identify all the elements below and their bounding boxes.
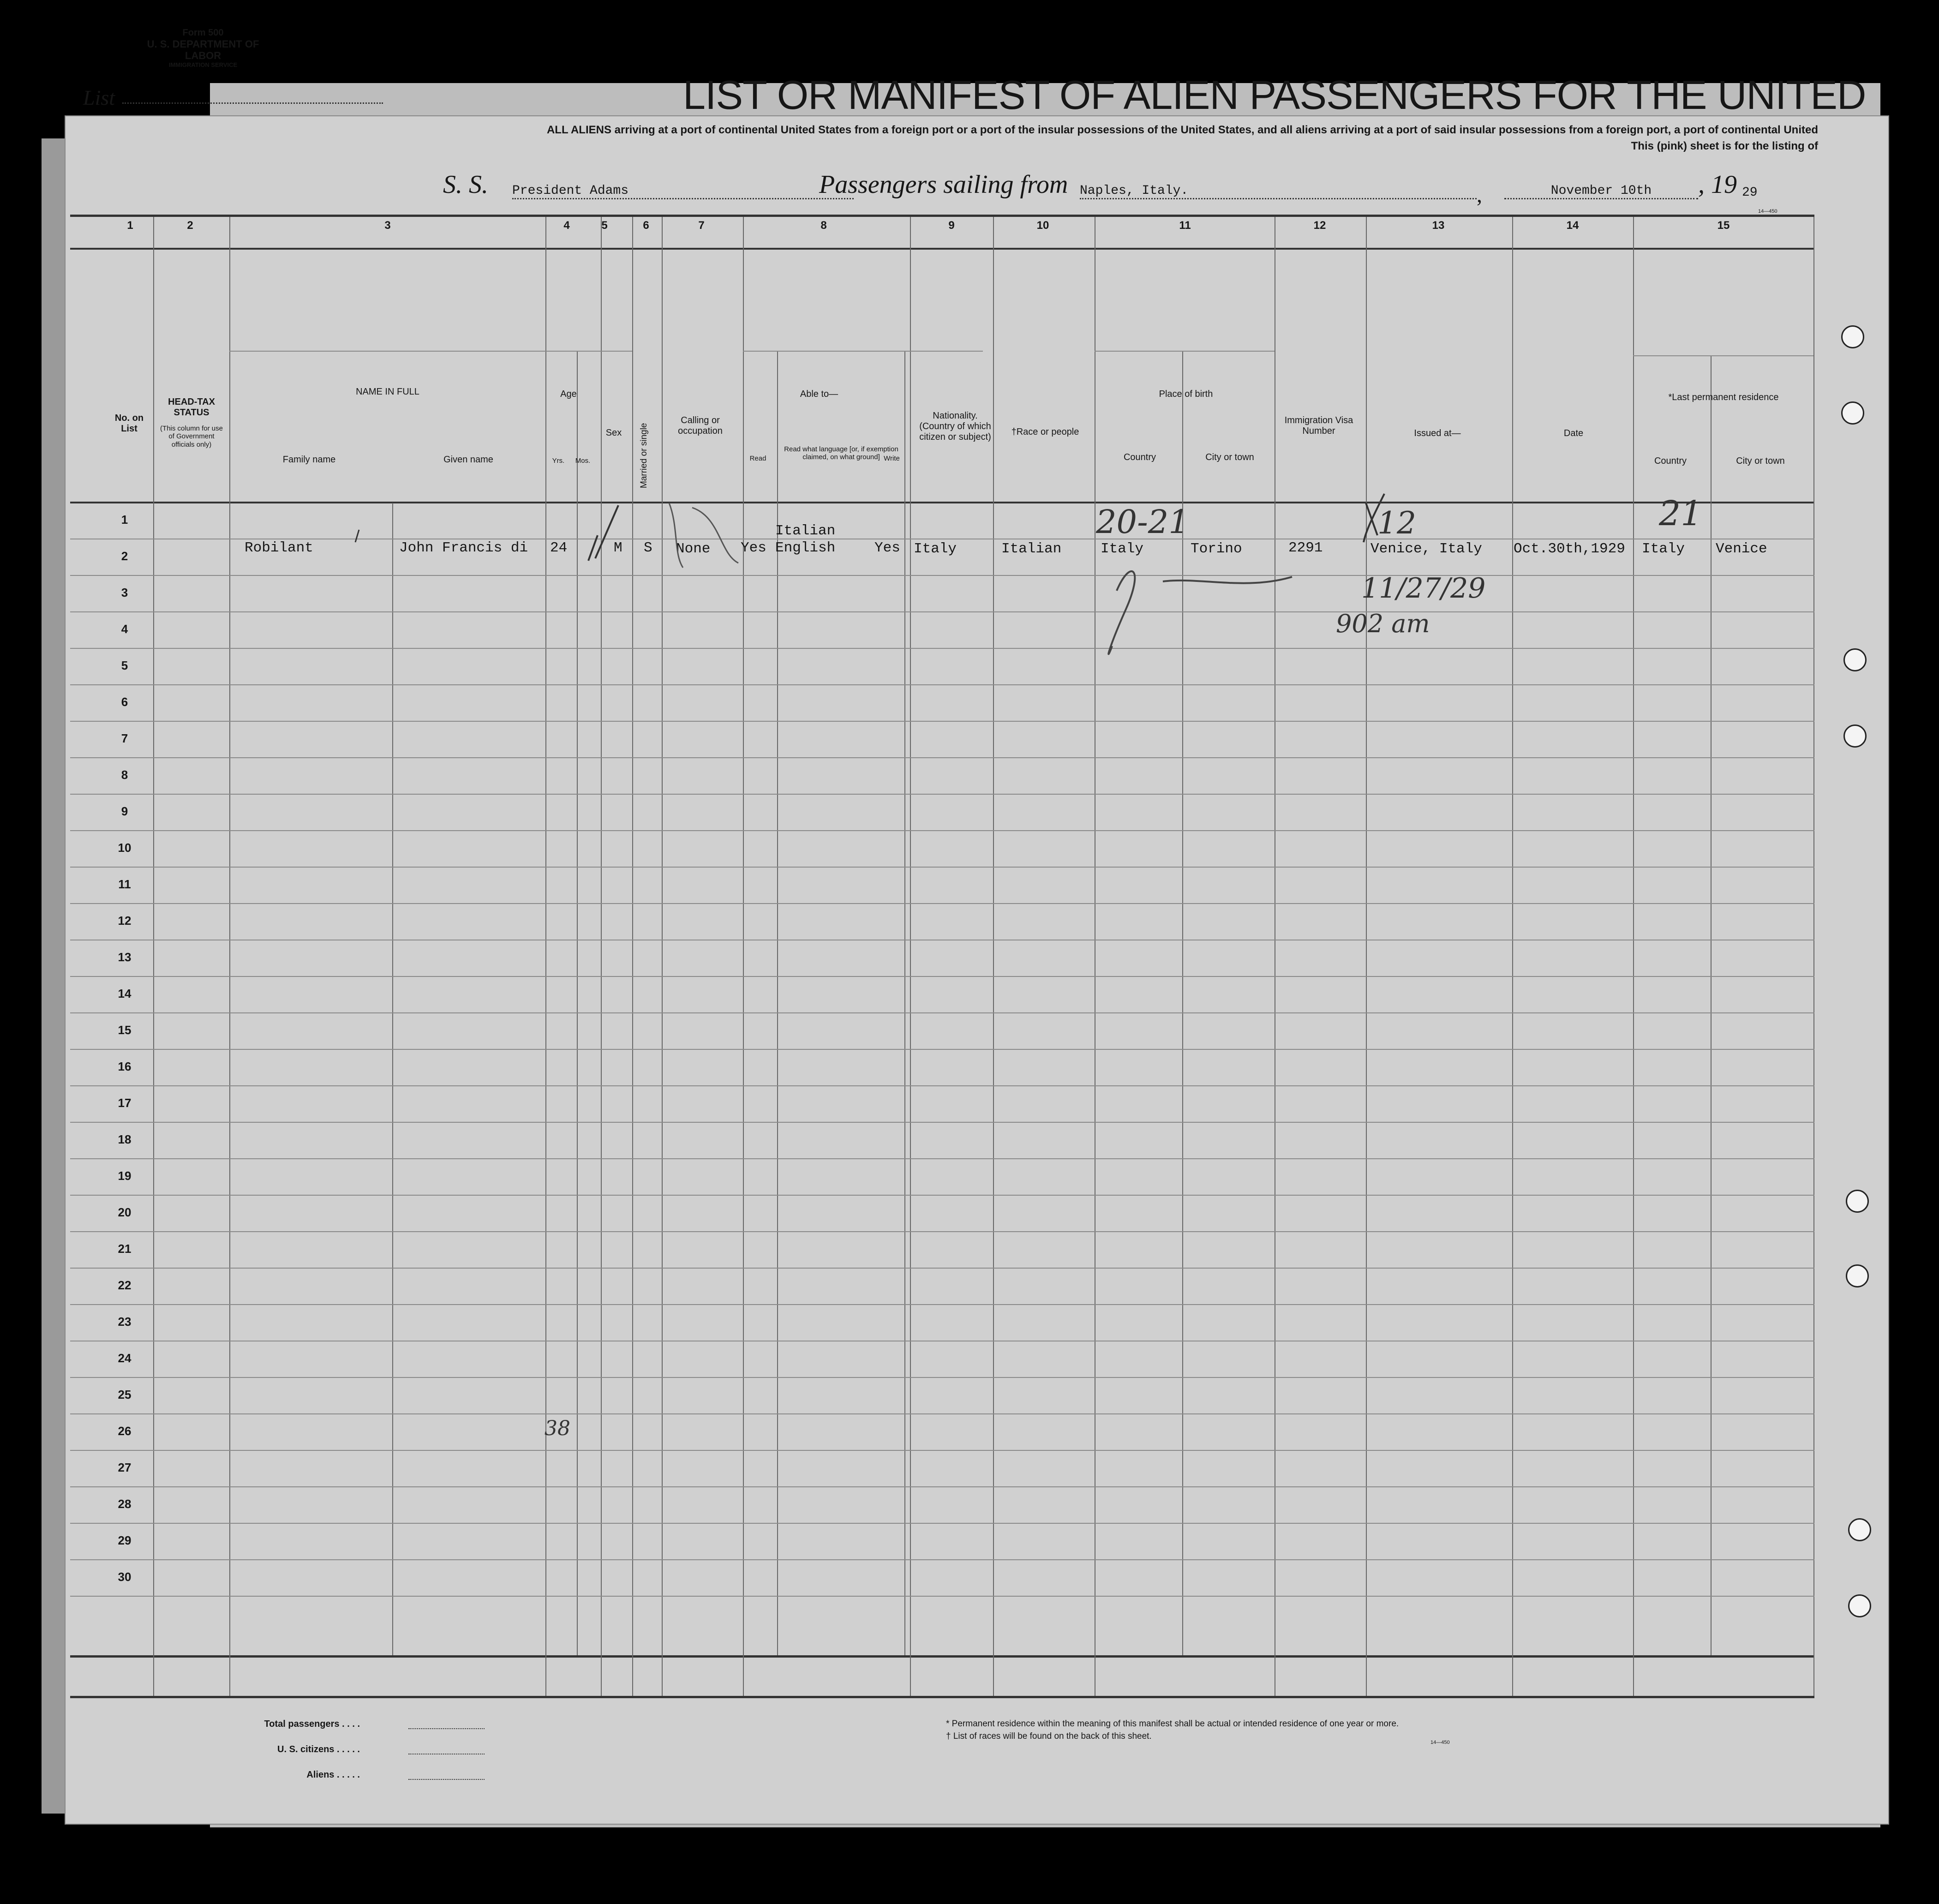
total-passengers-label: Total passengers . . . . xyxy=(264,1719,360,1729)
sailing-date: November 10th xyxy=(1504,184,1698,199)
row-number: 4 xyxy=(121,622,128,636)
row-number: 17 xyxy=(118,1096,132,1110)
given-name: John Francis di xyxy=(399,540,528,556)
header-age-yrs: Yrs. xyxy=(552,457,565,465)
footnote-permanent-residence: * Permanent residence within the meaning of this manifest shall be actual or intended residence of one year or more. xyxy=(946,1719,1399,1729)
col-number: 5 xyxy=(601,219,608,232)
aliens-label: Aliens . . . . . xyxy=(306,1770,360,1780)
col-number: 3 xyxy=(384,219,391,232)
row-number: 24 xyxy=(118,1351,132,1365)
birth-country: Italy xyxy=(1101,541,1144,557)
comma: , xyxy=(1477,183,1482,207)
row-number: 15 xyxy=(118,1023,132,1037)
handwritten-annotation: 11/27/29 xyxy=(1361,572,1486,605)
row-number: 23 xyxy=(118,1315,132,1329)
can-read: Yes xyxy=(741,540,766,556)
handwritten-annotation: 20-21 xyxy=(1096,503,1189,541)
header-race: †Race or people xyxy=(1011,427,1079,437)
header-sex: Sex xyxy=(605,428,622,438)
row-number: 9 xyxy=(121,804,128,818)
row-number: 3 xyxy=(121,586,128,599)
issued-at: Venice, Italy xyxy=(1370,541,1482,557)
year-suffix: 29 xyxy=(1742,186,1758,200)
col-number: 4 xyxy=(563,219,570,232)
col-number: 13 xyxy=(1432,219,1445,232)
row-number: 16 xyxy=(118,1060,132,1073)
col-number: 12 xyxy=(1313,219,1326,232)
year-prefix: , 19 xyxy=(1698,170,1737,199)
manifest-subtitle-2: This (pink) sheet is for the listing of xyxy=(1631,140,1818,152)
row-number: 27 xyxy=(118,1461,132,1474)
race: Italian xyxy=(1001,541,1062,557)
aliens-text: Aliens xyxy=(306,1770,335,1780)
col-number: 6 xyxy=(643,219,649,232)
family-name: Robilant xyxy=(245,540,313,556)
binder-hole xyxy=(1841,325,1864,348)
row-number: 29 xyxy=(118,1533,132,1547)
header-last-residence: *Last permanent residence xyxy=(1668,392,1779,402)
binder-hole xyxy=(1848,1594,1871,1617)
tick-mark xyxy=(355,530,359,542)
header-head-tax: HEAD-TAX STATUS xyxy=(168,397,215,418)
binder-hole xyxy=(1841,401,1864,425)
row-number: 25 xyxy=(118,1388,132,1401)
visa-number: 2291 xyxy=(1288,540,1323,556)
header-nationality: Nationality. (Country of which citizen or subject) xyxy=(919,411,991,442)
row-number: 10 xyxy=(118,841,132,855)
header-res-city: City or town xyxy=(1736,456,1785,466)
sailing-label: Passengers sailing from xyxy=(819,170,1068,199)
row-number: 11 xyxy=(118,877,131,891)
row-number: 28 xyxy=(118,1497,132,1511)
pen-stroke xyxy=(669,503,738,568)
col-number: 2 xyxy=(187,219,193,232)
department-name: U. S. DEPARTMENT OF LABOR xyxy=(147,38,259,62)
header-read-language: Read what language [or, if exemption claimed, on what ground] xyxy=(784,445,898,461)
language-2: English xyxy=(775,540,836,556)
col-number: 10 xyxy=(1036,219,1049,232)
row-number: 20 xyxy=(118,1205,132,1219)
header-res-country: Country xyxy=(1654,456,1687,466)
col-number: 8 xyxy=(820,219,827,232)
age-years: 24 xyxy=(550,540,568,556)
total-passengers-text: Total passengers xyxy=(264,1719,340,1729)
row-number: 26 xyxy=(118,1424,132,1438)
row-number: 6 xyxy=(121,695,128,709)
header-family-name: Family name xyxy=(282,455,336,465)
header-birth-country: Country xyxy=(1123,452,1156,462)
col-number: 15 xyxy=(1717,219,1730,232)
check-mark xyxy=(588,505,618,561)
handwritten-annotation: 902 am xyxy=(1336,609,1430,638)
header-birth-city: City or town xyxy=(1205,452,1254,462)
header-no-on-list: No. on List xyxy=(114,413,144,434)
row-number: 30 xyxy=(118,1570,132,1584)
sex: M xyxy=(614,540,622,556)
header-age-mos: Mos. xyxy=(575,457,591,465)
col-number: 1 xyxy=(127,219,133,232)
row-number: 8 xyxy=(121,768,128,782)
form-code-top: 14—450 xyxy=(1758,209,1777,214)
service-name: IMMIGRATION SERVICE xyxy=(168,61,238,68)
header-place-of-birth: Place of birth xyxy=(1159,389,1213,399)
row-number: 13 xyxy=(118,950,132,964)
marital-status: S xyxy=(644,540,652,556)
row-number: 7 xyxy=(121,731,128,745)
nationality: Italy xyxy=(914,541,957,557)
col-number: 14 xyxy=(1566,219,1579,232)
ship-name: President Adams xyxy=(512,184,854,199)
language-1: Italian xyxy=(775,523,836,539)
header-calling: Calling or occupation xyxy=(678,415,723,436)
header-visa-date: Date xyxy=(1563,428,1584,438)
manifest-subtitle-1: ALL ALIENS arriving at a port of continental United States from a foreign port or a port of the insular possessions of the United States, and all aliens arriving at a port of said insular possessions from a foreign port, a port of continental United xyxy=(546,124,1818,136)
handwritten-annotation: 12 xyxy=(1377,505,1416,541)
header-married-single: Married or single xyxy=(639,423,649,488)
row-number: 22 xyxy=(118,1278,132,1292)
ship-label: S. S. xyxy=(443,170,488,199)
us-citizens-text: U. S. citizens xyxy=(277,1744,335,1754)
col-number: 7 xyxy=(698,219,705,232)
handwritten-annotation: 38 xyxy=(545,1417,570,1440)
footnote-races: † List of races will be found on the back of this sheet. xyxy=(946,1731,1152,1741)
row-number: 14 xyxy=(118,987,132,1000)
occupation: None xyxy=(676,541,711,557)
header-head-tax-note: (This column for use of Government officials only) xyxy=(160,425,223,449)
birth-city: Torino xyxy=(1191,541,1242,557)
binder-hole xyxy=(1843,724,1867,748)
list-label: List xyxy=(83,86,115,109)
residence-country: Italy xyxy=(1642,541,1685,557)
col-number: 11 xyxy=(1179,219,1191,232)
header-write: Write xyxy=(884,455,900,462)
handwritten-annotation: 21 xyxy=(1659,494,1703,533)
header-age: Age xyxy=(560,389,577,399)
form-number: Form 500 xyxy=(182,28,224,38)
manifest-title: LIST OR MANIFEST OF ALIEN PASSENGERS FOR THE UNITED xyxy=(683,72,1866,118)
binder-hole xyxy=(1848,1518,1871,1541)
header-given-name: Given name xyxy=(443,455,493,465)
header-name-in-full: NAME IN FULL xyxy=(356,387,419,397)
header-issued-at: Issued at— xyxy=(1414,428,1461,438)
col-number: 9 xyxy=(948,219,955,232)
header-visa-number: Immigration Visa Number xyxy=(1284,415,1353,436)
year-prefix-digits: 19 xyxy=(1711,170,1737,199)
header-read: Read xyxy=(749,455,766,462)
binder-hole xyxy=(1846,1190,1869,1213)
row-number: 19 xyxy=(118,1169,132,1183)
can-write: Yes xyxy=(874,540,900,556)
total-passengers-field xyxy=(408,1728,485,1729)
pen-stroke xyxy=(1108,571,1135,654)
aliens-field xyxy=(408,1779,485,1780)
row-number: 12 xyxy=(118,914,132,928)
header-able-to: Able to— xyxy=(800,389,838,399)
port-of-departure: Naples, Italy. xyxy=(1080,184,1477,199)
row-number: 2 xyxy=(121,549,128,563)
us-citizens-label: U. S. citizens . . . . . xyxy=(277,1744,360,1754)
pen-stroke xyxy=(1163,577,1292,583)
binder-hole xyxy=(1846,1264,1869,1287)
binder-hole xyxy=(1843,648,1867,671)
row-number: 5 xyxy=(121,659,128,672)
form-code-bottom: 14—450 xyxy=(1430,1740,1450,1745)
visa-date: Oct.30th,1929 xyxy=(1514,541,1625,557)
row-number: 18 xyxy=(118,1132,132,1146)
row-number: 21 xyxy=(118,1242,132,1256)
row-number: 1 xyxy=(121,513,128,527)
residence-city: Venice xyxy=(1716,541,1767,557)
